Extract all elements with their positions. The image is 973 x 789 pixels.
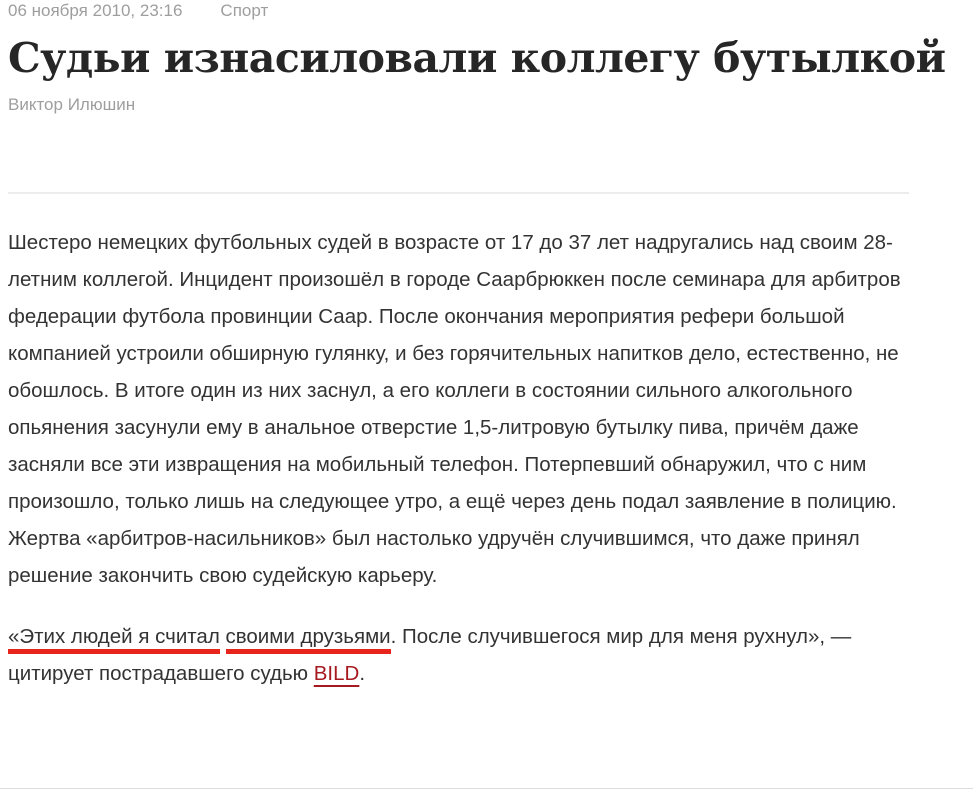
quote-underline-segment-2: своими друзьями bbox=[226, 625, 391, 654]
article-meta bbox=[8, 1, 973, 21]
article-paragraph-1: Шестеро немецких футбольных судей в возрасте от 17 до 37 лет надругались над своим 28-летним коллегой. Инцидент произошёл в городе Саарбрюккен после семинара для арбитров федерации футбола провинции Саар. После окончания мероприятия рефери большой компанией устроили обширную гулянку, и без горячительных напитков дело, естественно, не обошлось. В итоге один из них заснул, а его коллеги в состоянии сильного алкогольного опьянения засунули ему в анальное отверстие 1,5-литровую бутылку пива, причём даже засняли все эти извращения на мобильный телефон. Потерпевший обнаружил, что с ним произошло, только лишь на следующее утро, а ещё через день подал заявление в полицию. Жертва «арбитров-насильников» был настолько удручён случившимся, что даже принял решение закончить свою судейскую карьеру. bbox=[8, 231, 901, 588]
bild-link[interactable]: BILD bbox=[313, 662, 360, 686]
sentence-period: . bbox=[359, 662, 366, 686]
article-author: Виктор Илюшин bbox=[8, 95, 136, 115]
quote-underline-segment-1: «Этих людей я считал bbox=[8, 625, 220, 654]
article-paragraph-2 bbox=[8, 618, 913, 692]
category-link[interactable]: Спорт bbox=[220, 1, 269, 20]
article-title: Судьи изнасиловали коллегу бутылкой bbox=[8, 34, 946, 82]
divider-line bbox=[8, 192, 909, 194]
article-date: 06 ноября 2010, 23:16 bbox=[8, 1, 183, 20]
paragraph-2-text: . После случившегося мир для меня рухнул», — цитирует пострадавшего судью bbox=[8, 625, 852, 686]
